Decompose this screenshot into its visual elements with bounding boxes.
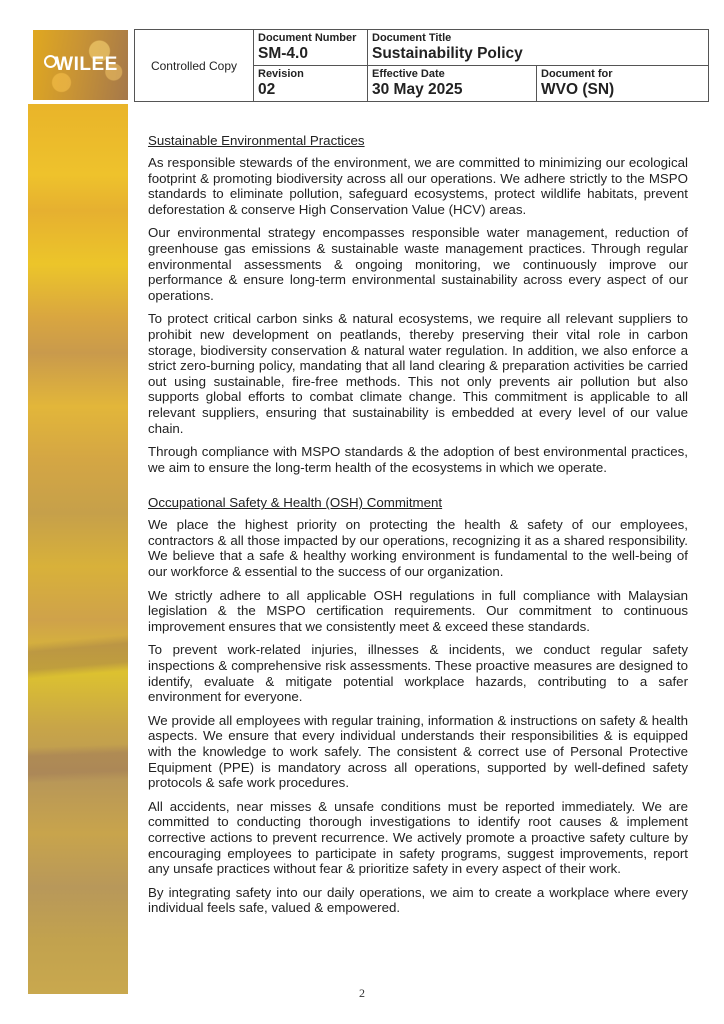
document-body [148, 133, 688, 924]
company-logo [33, 30, 128, 100]
paragraph: By integrating safety into our daily operations, we aim to create a workplace where every individual feels safe, valued & empowered. [148, 884, 688, 916]
document-number-cell [254, 30, 368, 66]
lightbulb-icon [43, 55, 57, 75]
controlled-copy-cell [135, 30, 254, 102]
section-heading: Sustainable Environmental Practices [148, 133, 365, 148]
paragraph: Through compliance with MSPO standards & the adoption of best environmental practices, we aim to ensure the long-term health of the ecosystems in which we operate. [148, 444, 688, 475]
document-for-label: Document for [541, 68, 613, 80]
paragraph: As responsible stewards of the environment, we are committed to minimizing our ecological footprint & promoting biodiversity across all our operations. We adhere strictly to the MSPO standards to eliminate pollution, safeguard ecosystems, protect wildlife habitats, prevent deforestation & conserve High Conservation Value (HCV) areas. [148, 155, 688, 217]
document-title-cell [368, 30, 709, 66]
paragraph: We place the highest priority on protecting the health & safety of our employees, contractors & all those impacted by our operations, recognizing it as a shared responsibility. We believe that a safe & healthy working environment is fundamental to the well-being of our workforce & essential to the success of our organization. [148, 517, 688, 580]
page-number: 2 [359, 986, 365, 1000]
revision-value: 02 [258, 81, 276, 98]
effective-date-value: 30 May 2025 [372, 81, 463, 98]
document-title-value: Sustainability Policy [372, 45, 523, 62]
paragraph: To prevent work-related injuries, illnesses & incidents, we conduct regular safety inspections & comprehensive risk assessments. These proactive measures are designed to identify, evaluate & mitigate potential workplace hazards, contributing to a safer environment for everyone. [148, 642, 688, 705]
document-header-table [134, 29, 709, 102]
paragraph: To protect critical carbon sinks & natural ecosystems, we require all relevant suppliers to prohibit new development on peatlands, thereby preserving their vital role in carbon storage, biodiversity conservation & natural water regulation. In addition, we also enforce a strict zero-burning policy, mandating that all land clearing & preparation activities be carried out using sustainable, fire-free methods. This not only prevents air pollution but also supports global efforts to combat climate change. This commitment is applicable to all relevant suppliers, ensuring that sustainability is embedded at every level of our value chain. [148, 311, 688, 436]
revision-label: Revision [258, 68, 304, 80]
document-for-cell [537, 66, 709, 102]
document-number-value: SM-4.0 [258, 45, 308, 62]
logo-text: WILEE [55, 54, 118, 75]
effective-date-label: Effective Date [372, 68, 445, 80]
revision-cell [254, 66, 368, 102]
section-heading: Occupational Safety & Health (OSH) Commitment [148, 495, 443, 511]
paragraph: We strictly adhere to all applicable OSH regulations in full compliance with Malaysian legislation & the MSPO certification requirements. Our commitment to continuous improvement ensures that we consistently meet & exceed these standards. [148, 587, 688, 634]
section-environmental-practices [148, 133, 688, 475]
document-title-label: Document Title [372, 32, 452, 44]
section-osh-commitment [148, 495, 688, 916]
effective-date-cell [368, 66, 537, 102]
document-number-label: Document Number [258, 32, 357, 44]
paragraph: Our environmental strategy encompasses responsible water management, reduction of greenhouse gas emissions & sustainable waste management practices. Through regular environmental assessments & ongoing monitoring, we continuously improve our performance & ensure long-term environmental sustainability across every aspect of our operations. [148, 225, 688, 303]
decorative-side-strip [28, 104, 128, 994]
paragraph: All accidents, near misses & unsafe conditions must be reported immediately. We are committed to conducting thorough investigations to identify root causes & implement corrective actions to prevent recurrence. We actively promote a proactive safety culture by encouraging employees to participate in safety programs, suggest improvements, report any unsafe practices without fear & prioritize safety in every aspect of their work. [148, 798, 688, 877]
document-for-value: WVO (SN) [541, 81, 615, 98]
controlled-copy-label: Controlled Copy [150, 58, 238, 73]
paragraph: We provide all employees with regular training, information & instructions on safety & health aspects. We ensure that every individual understands their responsibilities & is equipped with the knowledge to work safely. The consistent & correct use of Personal Protective Equipment (PPE) is mandatory across all operations, supported by well-defined safety protocols & safe work procedures. [148, 712, 688, 791]
